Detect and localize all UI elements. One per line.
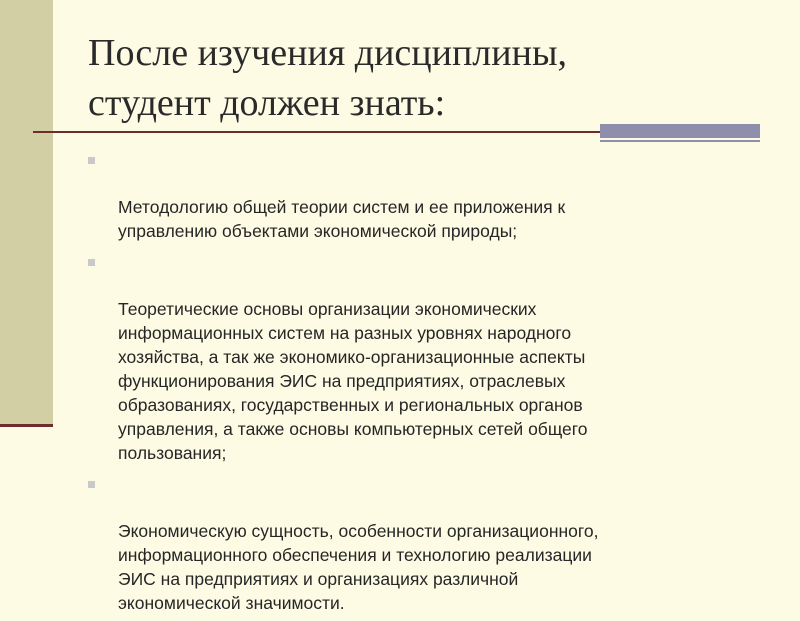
- accent-bar: [600, 124, 760, 138]
- square-bullet-icon: [88, 259, 95, 266]
- bullet-item: [88, 147, 738, 243]
- bullet-text: Экономическую сущность, особенности организационного, информационного обеспечения и технологию реализации ЭИС на предприятиях и организациях различной экономической значимости.: [118, 521, 599, 613]
- bullet-text: Методологию общей теории систем и ее приложения к управлению объектами экономической природы;: [118, 197, 566, 241]
- side-decoration-band: [0, 0, 53, 424]
- square-bullet-icon: [88, 157, 95, 164]
- bullet-item: [88, 471, 738, 615]
- slide-title: После изучения дисциплины, студент должен знать:: [88, 32, 567, 124]
- side-band-edge-line: [0, 424, 53, 427]
- bullet-item: [88, 249, 738, 465]
- bullet-text: Теоретические основы организации экономических информационных систем на разных уровнях народного хозяйства, а так же экономико-организационные аспекты функционирования ЭИС на предприятиях, отраслевых образованиях, государственных и региональных органов управления, а также основы компьютерных сетей общего пользования;: [118, 299, 588, 463]
- bullet-list: [88, 147, 738, 621]
- square-bullet-icon: [88, 481, 95, 488]
- accent-line: [600, 140, 760, 142]
